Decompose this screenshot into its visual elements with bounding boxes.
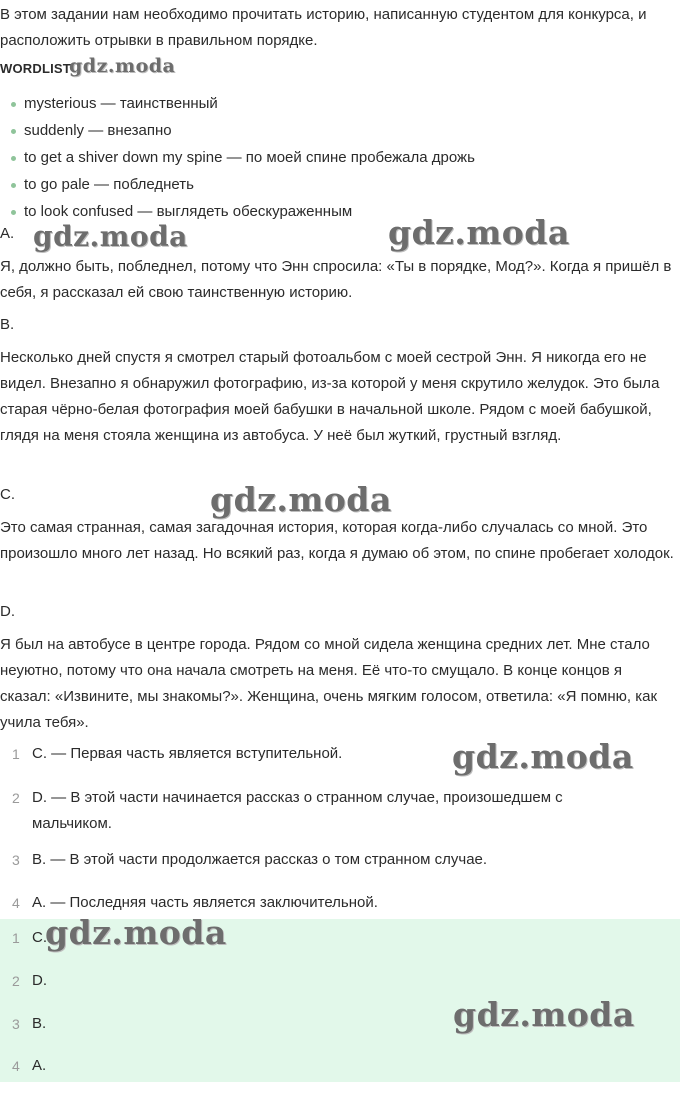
item-number: 4 [12, 1058, 20, 1074]
explanation-text: B. — В этой части продолжается рассказ о том странном случае. [32, 851, 488, 868]
passage-c-text: Это самая странная, самая загадочная история, которая когда-либо случалась со мной. Это произошло много лет назад. Но всякий раз, когда я думаю об этом, по спине пробегает холодок. [0, 519, 674, 562]
bullet-icon [11, 210, 16, 215]
answer-text: C. [32, 929, 47, 946]
bullet-icon [11, 183, 16, 188]
answer-item [0, 1053, 680, 1079]
passage-d-text: Я был на автобусе в центре города. Рядом со мной сидела женщина средних лет. Мне стало неуютно, потому что она начала смотреть на меня. Её что-то смущало. В конце концов я сказал: «Извините, мы знакомы?». Женщина, очень мягким голосом, ответила: «Я помню, как учила тебя». [0, 636, 658, 731]
bullet-icon [11, 129, 16, 134]
item-number: 3 [12, 852, 20, 868]
watermark-logo: gdz.moda [33, 220, 188, 253]
word-item: mysterious — таинственный [0, 90, 475, 117]
wordlist [0, 90, 475, 225]
watermark-logo: gdz.moda [69, 55, 176, 77]
word-item: to get a shiver down my spine — по моей спине пробежала дрожь [0, 144, 475, 171]
passage-c-letter: C. [0, 486, 15, 503]
word-item: to go pale — побледнеть [0, 171, 475, 198]
watermark-logo: gdz.moda [453, 995, 635, 1034]
item-number: 2 [12, 790, 20, 806]
passage-b-text: Несколько дней спустя я смотрел старый фотоальбом с моей сестрой Энн. Я никогда его не видел. Внезапно я обнаружил фотографию, из-за которой у меня скрутило желудок. Это была старая чёрно-белая фотография моей бабушки в начальной школе. Рядом с моей бабушкой, глядя на меня стояла женщина из автобуса. У неё был жуткий, грустный взгляд. [0, 349, 660, 444]
item-number: 4 [12, 895, 20, 911]
intro-text: В этом задании нам необходимо прочитать историю, написанную студентом для конкурса, и расположить отрывки в правильном порядке. [0, 6, 647, 49]
answer-text: D. [32, 972, 47, 989]
word-item: suddenly — внезапно [0, 117, 475, 144]
item-number: 2 [12, 973, 20, 989]
watermark-logo: gdz.moda [452, 737, 634, 776]
answer-item [0, 968, 680, 994]
item-number: 3 [12, 1016, 20, 1032]
passage-d-letter: D. [0, 603, 15, 620]
word-item: to look confused — выглядеть обескураженным [0, 198, 475, 225]
answer-text: A. [32, 1057, 47, 1074]
answer-text: B. [32, 1015, 47, 1032]
passage-b-letter: B. [0, 316, 15, 333]
explanation-text: A. — Последняя часть является заключительной. [32, 894, 378, 911]
passage-a-text: Я, должно быть, побледнел, потому что Энн спросила: «Ты в порядке, Мод?». Когда я пришёл в себя, я рассказал ей свою таинственную историю. [0, 258, 672, 301]
explanation-text: D. — В этой части начинается рассказ о странном случае, произошедшем с мальчиком. [32, 789, 563, 832]
watermark-logo: gdz.moda [388, 213, 570, 252]
bullet-icon [11, 102, 16, 107]
passage-a-letter: A. [0, 225, 15, 242]
answer-block [0, 913, 680, 1082]
explanation-text: C. — Первая часть является вступительной. [32, 745, 343, 762]
item-number: 1 [12, 746, 20, 762]
wordlist-label: WORDLIST [0, 61, 71, 76]
watermark-logo: gdz.moda [210, 480, 392, 519]
bullet-icon [11, 156, 16, 161]
watermark-logo: gdz.moda [45, 913, 227, 952]
item-number: 1 [12, 930, 20, 946]
